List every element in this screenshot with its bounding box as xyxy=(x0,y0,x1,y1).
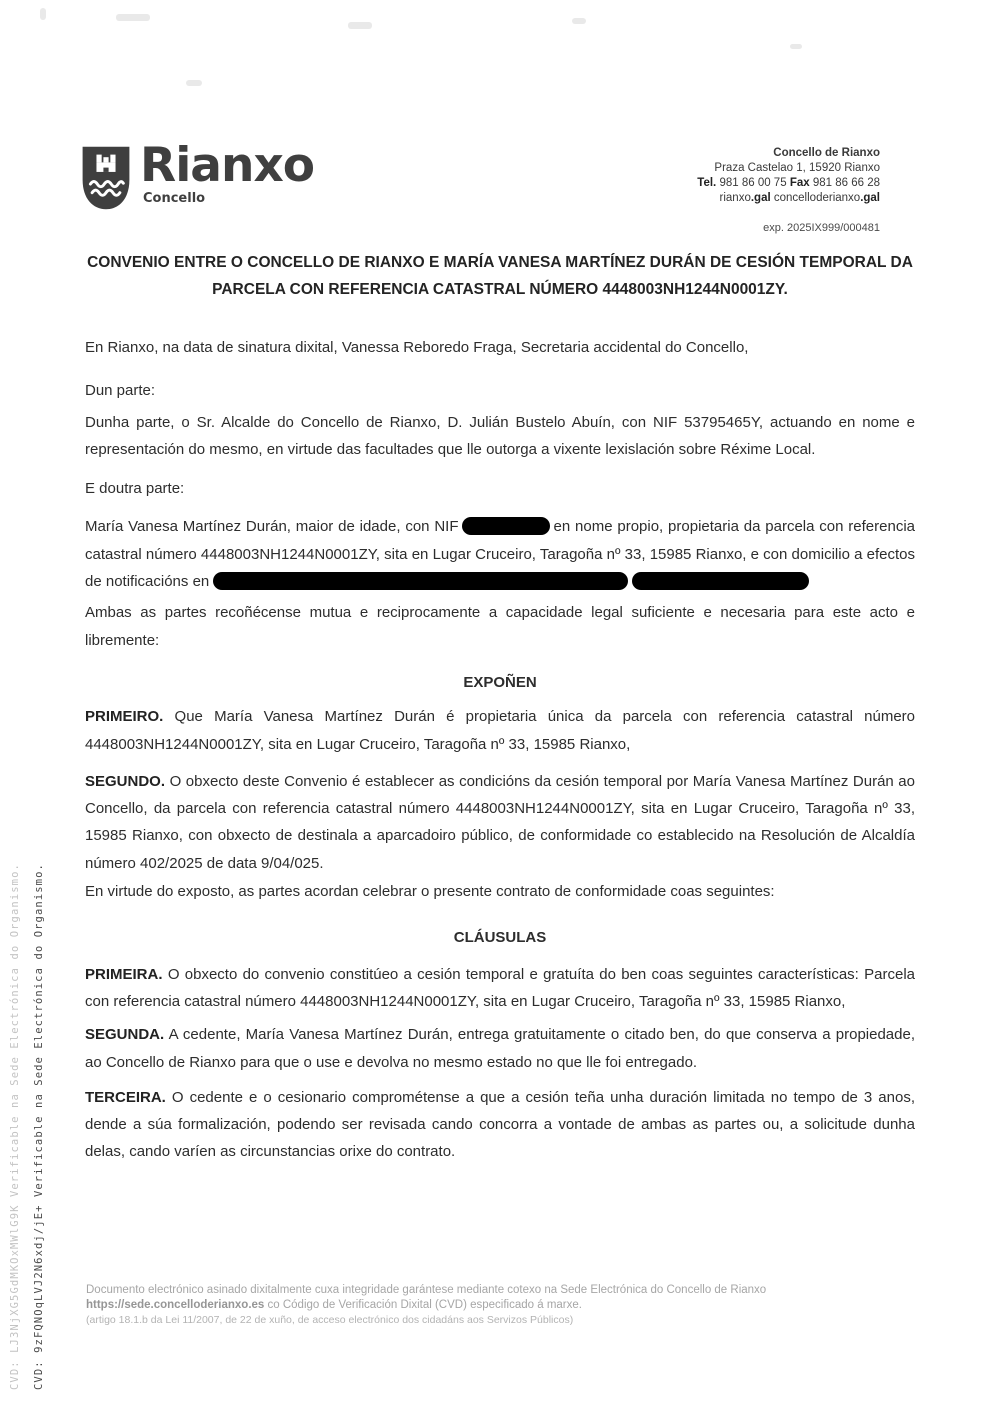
section-heading-exponen: EXPOÑEN xyxy=(463,673,537,691)
footer-verification-note xyxy=(86,1283,856,1328)
document-body xyxy=(85,334,915,1166)
footer-line-1: Documento electrónico asinado dixitalmente cuxa integridade garántese mediante cotexo na Sede Electrónica do Concello de Rianxo xyxy=(86,1284,767,1296)
clause-segundo: SEGUNDO. O obxecto deste Convenio é establecer as condicións da cesión temporal por María Vanesa Martínez Durán ao Concello, da parcela con referencia catastral número 4448003NH1244N0001ZY, sita en Lugar Cruceiro, Taragoña nº 33, 15985 Rianxo, con obxecto de destinala a aparcadoiro público, de conformidade co establecido na Resolución de Alcaldía número 402/2025 de data 9/04/025. xyxy=(85,772,915,872)
expedient-number: exp. 2025IX999/000481 xyxy=(763,222,880,234)
contact-phone: Tel. 981 86 00 75 Fax 981 86 66 28 xyxy=(697,177,880,189)
redaction-bar-address-1 xyxy=(213,572,628,590)
footer-line-2: https://sede.concelloderianxo.es co Código de Verificación Dixital (CVD) especificado á marxe. xyxy=(86,1299,582,1311)
contact-name: Concello de Rianxo xyxy=(773,147,880,159)
brand-subtitle: Concello xyxy=(143,191,206,206)
paragraph-party-b: María Vanesa Martínez Durán, maior de idade, con NIF en nome propio, propietaria da parcela con referencia catastral número 4448003NH1244N0001ZY, sita en Lugar Cruceiro, Taragoña nº 33, 15985 Rianxo, e con domicilio a efectos de notificacións en xyxy=(85,518,915,591)
paragraph-e-doutra-parte: E doutra parte: xyxy=(85,480,185,498)
clause-primeira: PRIMEIRA. O obxecto do convenio constitúeo a cesión temporal e gratuíta do ben coas seguintes características: Parcela con referencia catastral número 4448003NH1244N0001ZY, sita en Lugar Cruceiro, Taragoña nº 33, 15985 Rianxo, xyxy=(85,965,915,1010)
clause-terceira: TERCEIRA. O cedente e o cesionario comprométense a que a cesión teña unha duración limitada no tempo de 3 anos, dende a súa formalización, podendo ser revisada cando concorra a vontade de ambas as partes ou, a solicitude dunha delas, cando varíen as circunstancias orixe do contrato. xyxy=(85,1088,915,1161)
section-heading-clausulas: CLÁUSULAS xyxy=(453,929,547,947)
cvd-code: CVD: 9zFQNOqLVJ2N6xdj/jE+ Verificable na Sede Electrónica do Organismo. xyxy=(33,863,45,1390)
sede-url: https://sede.concelloderianxo.es xyxy=(86,1299,265,1311)
contact-block xyxy=(697,146,880,206)
paragraph-party-a: Dunha parte, o Sr. Alcalde do Concello de Rianxo, D. Julián Bustelo Abuín, con NIF 53795465Y, actuando en nome e representación do mesmo, en virtude das facultades que lle outorga a vixente lexislación sobre Réxime Local. xyxy=(85,413,915,458)
paragraph-intro: En Rianxo, na data de sinatura dixital, Vanessa Reboredo Fraga, Secretaria accidental do Concello, xyxy=(85,339,749,356)
contact-address: Praza Castelao 1, 15920 Rianxo xyxy=(714,162,880,174)
paragraph-capacidade: Ambas as partes recoñécense mutua e reciprocamente a capacidade legal suficiente e necesaria para este acto e libremente: xyxy=(85,604,915,649)
contact-web: rianxo.gal concelloderianxo.gal xyxy=(719,192,880,204)
footer-line-3: (artigo 18.1.b da Lei 11/2007, de 22 de xuño, de acceso electrónico dos cidadáns aos Servizos Públicos) xyxy=(86,1314,574,1326)
redaction-bar-address-2 xyxy=(632,572,809,590)
scan-artifact xyxy=(116,14,150,21)
scan-artifact xyxy=(790,44,802,49)
brand-name: Rianxo xyxy=(140,138,315,193)
redaction-bar-nif xyxy=(462,517,550,535)
scan-artifact xyxy=(572,18,586,24)
document-title: CONVENIO ENTRE O CONCELLO DE RIANXO E MARÍA VANESA MARTÍNEZ DURÁN DE CESIÓN TEMPORAL DA PARCELA CON REFERENCIA CATASTRAL NÚMERO 4448003NH1244N0001ZY. xyxy=(87,254,913,298)
paragraph-dun-parte: Dun parte: xyxy=(85,382,156,400)
cvd-code-faded: CVD: LJ3NjXG5GdMKOxMWlG9K Verificable na Sede Electrónica do Organismo. xyxy=(9,863,21,1390)
logo xyxy=(80,140,314,216)
scan-artifact xyxy=(348,22,372,29)
clause-primeiro: PRIMEIRO. Que María Vanesa Martínez Durán é propietaria única da parcela con referencia catastral número 4448003NH1244N0001ZY, sita en Lugar Cruceiro, Taragoña nº 33, 15985 Rianxo, xyxy=(85,708,915,753)
scan-artifact xyxy=(40,8,46,20)
paragraph-virtude: En virtude do exposto, as partes acordan celebrar o presente contrato de conformidade coas seguintes: xyxy=(85,883,775,901)
rianxo-shield-castle-waves-icon xyxy=(80,140,132,216)
clause-segunda: SEGUNDA. A cedente, María Vanesa Martínez Durán, entrega gratuitamente o citado ben, do que conserva a propiedade, ao Concello de Rianxo para que o use e devolva no mesmo estado no que lle foi entregado. xyxy=(85,1026,915,1071)
scan-artifact xyxy=(186,80,202,86)
